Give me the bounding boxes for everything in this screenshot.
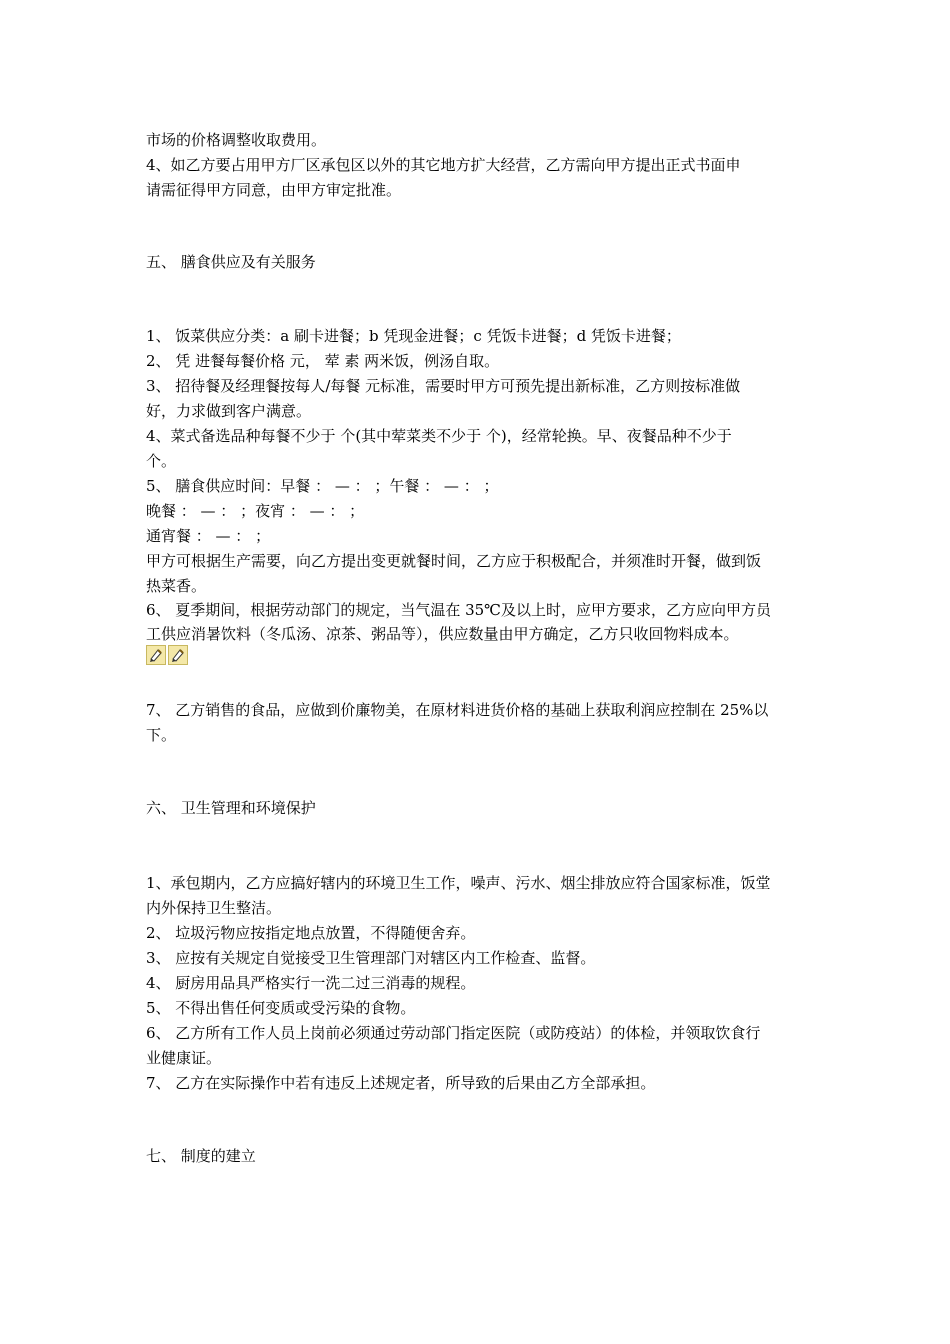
text-line: 5、 不得出售任何变质或受污染的食物。 [146,999,416,1017]
text-line: 6、 夏季期间，根据劳动部门的规定，当气温在 35℃及以上时，应甲方要求，乙方应向甲方员 [146,601,771,619]
text-line: 好，力求做到客户满意。 [146,402,312,420]
text-line: 市场的价格调整收取费用。 [146,131,327,149]
text-line: 甲方可根据生产需要，向乙方提出变更就餐时间，乙方应于积极配合，并须准时开餐，做到饭 [146,552,762,570]
section-heading: 七、 制度的建立 [146,1147,256,1165]
text-line: 4、菜式备选品种每餐不少于 个(其中荤菜类不少于 个)，经常轮换。早、夜餐品种不少于 [146,427,732,445]
embedded-icons [146,645,188,665]
text-line: 5、 膳食供应时间：早餐 ： — ： ；午餐 ： — ： ； [146,477,499,495]
text-line: 工供应消暑饮料（冬瓜汤、凉茶、粥品等），供应数量由甲方确定，乙方只收回物料成本。 [146,625,739,643]
edit-icon[interactable] [146,645,166,665]
section-heading: 六、 卫生管理和环境保护 [146,799,316,817]
text-line: 3、 招待餐及经理餐按每人/每餐 元标准，需要时甲方可预先提出新标准，乙方则按标准做 [146,377,741,395]
text-line: 1、承包期内，乙方应搞好辖内的环境卫生工作，噪声、污水、烟尘排放应符合国家标准，饭堂 [146,874,771,892]
text-line: 个。 [146,452,177,470]
text-line: 7、 乙方在实际操作中若有违反上述规定者，所导致的后果由乙方全部承担。 [146,1074,656,1092]
text-line: 内外保持卫生整洁。 [146,899,282,917]
text-line: 2、 凭 进餐每餐价格 元， 荤 素 两米饭，例汤自取。 [146,352,500,370]
text-line: 请需征得甲方同意，由甲方审定批准。 [146,181,402,199]
text-line: 下。 [146,726,177,744]
text-line: 7、 乙方销售的食品，应做到价廉物美，在原材料进货价格的基础上获取利润应控制在 25%以 [146,701,769,719]
text-line: 1、 饭菜供应分类：a 刷卡进餐；b 凭现金进餐；c 凭饭卡进餐；d 凭饭卡进餐； [146,327,681,345]
text-line: 热菜香。 [146,577,207,595]
text-line: 6、 乙方所有工作人员上岗前必须通过劳动部门指定医院（或防疫站）的体检，并领取饮食行 [146,1024,761,1042]
section-heading: 五、 膳食供应及有关服务 [146,253,316,271]
text-line: 业健康证。 [146,1049,222,1067]
text-line: 通宵餐 ： — ： ； [146,527,271,545]
text-line: 2、 垃圾污物应按指定地点放置，不得随便舍弃。 [146,924,476,942]
text-line: 4、如乙方要占用甲方厂区承包区以外的其它地方扩大经营，乙方需向甲方提出正式书面申 [146,156,741,174]
text-line: 4、 厨房用品具严格实行一洗二过三消毒的规程。 [146,974,476,992]
edit-icon[interactable] [168,645,188,665]
text-line: 晚餐 ： — ： ；夜宵 ： — ： ； [146,502,365,520]
text-line: 3、 应按有关规定自觉接受卫生管理部门对辖区内工作检查、监督。 [146,949,596,967]
